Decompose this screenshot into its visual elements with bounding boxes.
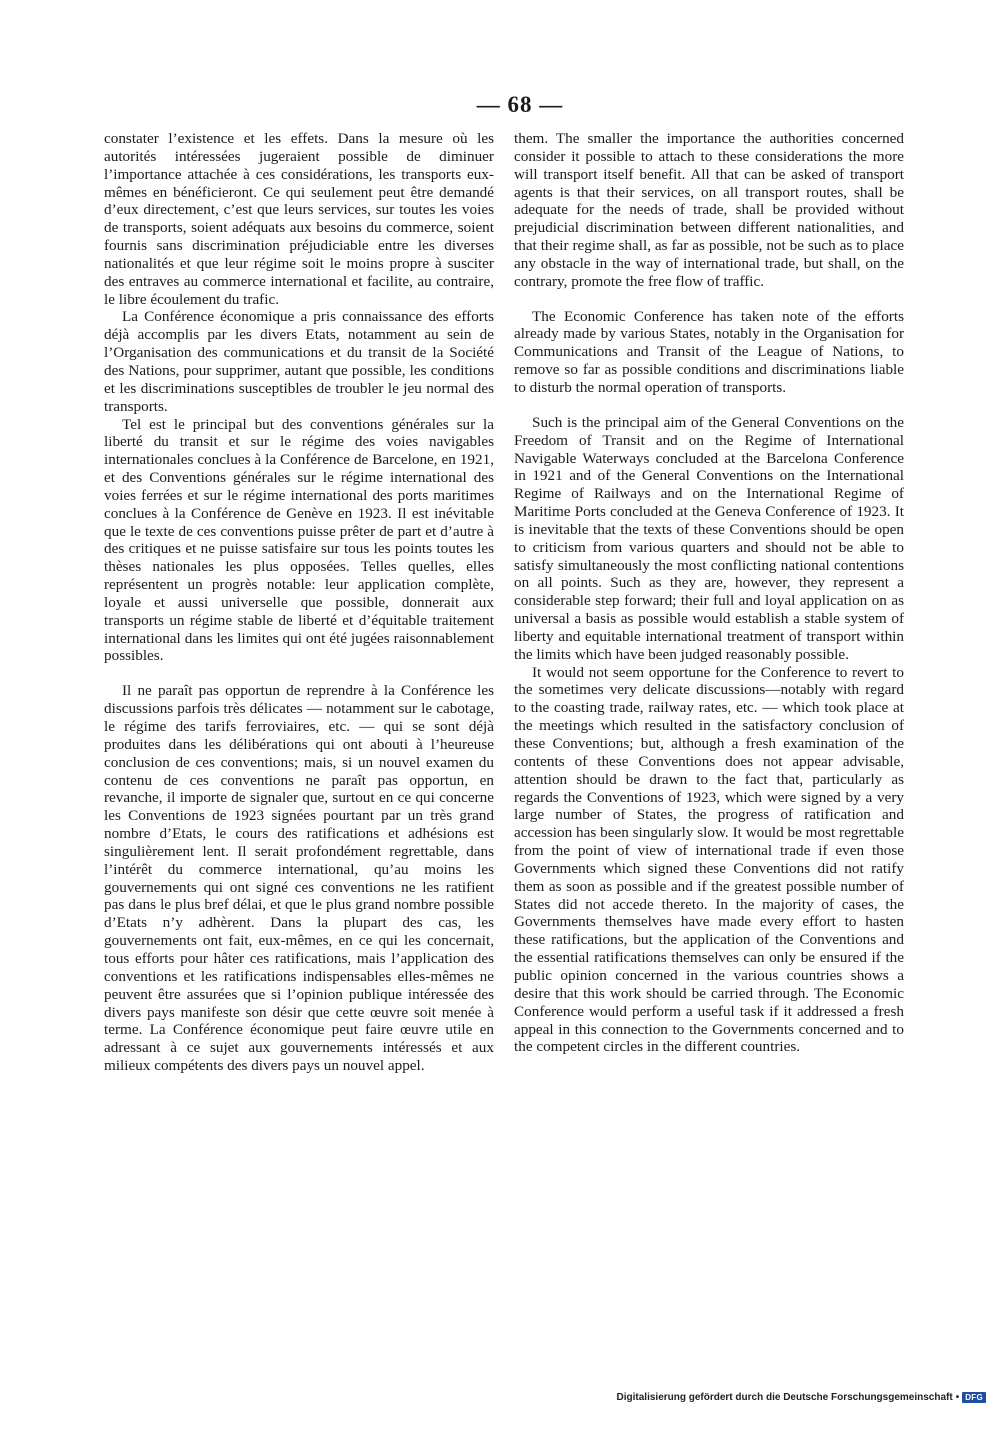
- digitization-credit: [617, 1392, 986, 1403]
- dfg-logo-icon: DFG: [962, 1392, 986, 1403]
- french-paragraph-3: Tel est le principal but des conventions générales sur la liberté du transit et sur le régime des voies navigables internationales conclues à la Conférence de Barcelone, en 1921, et des Conventions générales sur le régime international des voies ferrées et sur le régime international des ports maritimes conclues à la Conférence de Genève en 1923. Il est inévitable que le texte de ces conventions puisse prêter de part et d’autre à des critiques et ne puisse satisfaire sur tous les points toutes les thèses nationales les plus opposées. Telles quelles, elles représentent un progrès notable: leur application complète, loyale et aussi universelle que possible, donnerait aux transports un régime stable de liberté et d’équitable traitement international dans les limites qui ont été jugées raisonnablement possibles.: [104, 415, 494, 665]
- digitization-credit-text: Digitalisierung gefördert durch die Deutsche Forschungsgemeinschaft: [616, 1392, 953, 1403]
- english-paragraph-1: them. The smaller the importance the authorities concerned consider it possible to attach to these considerations the more will transport itself benefit. All that can be asked of transport agents is that their services, on all transport routes, shall be adequate for the needs of trade, shall be provided without prejudicial discrimination between different nationalities, and that their regime shall, as far as possible, not be such as to place any obstacle in the way of international trade, but shall, on the contrary, promote the free flow of traffic.: [514, 130, 904, 290]
- french-paragraph-4: Il ne paraît pas opportun de reprendre à la Conférence les discussions parfois très délicates — notamment sur le cabotage, le régime des tarifs ferroviaires, etc. — qui se sont déjà produites dans les délibérations qui ont abouti à l’heureuse conclusion de ces conventions; mais, si un nouvel examen du contenu de ces conventions ne paraît pas opportun, en revanche, il importe de signaler que, surtout en ce qui concerne les Conventions de 1923 signées pourtant par un très grand nombre d’Etats, le cours des ratifications et adhésions est singulièrement lent. Il serait profondément regrettable, dans l’intérêt du commerce international, qu’au moins les gouvernements qui ont signé ces conventions ne les ratifient pas dans le plus bref délai, et que le plus grand nombre possible d’Etats n’y adhèrent. Dans la plupart des cas, les gouvernements ont fait, eux-mêmes, en ce qui les concernait, tous efforts pour hâter ces ratifications, mais l’application des conventions et les ratifications indispensables elles-mêmes ne peuvent être assurées que si l’opinion publique intéressée des divers pays manifeste son désir que cette œuvre soit menée à terme. La Conférence économique peut faire œuvre utile en adressant à ce sujet aux gouvernements intéressés et aux milieux compétents des divers pays un nouvel appel.: [104, 682, 494, 1075]
- english-paragraph-4: It would not seem opportune for the Conference to revert to the sometimes very delicate discussions—notably with regard to the coasting trade, railway rates, etc. — which took place at the meetings which resulted in the satisfactory conclusion of these Conventions; but, although a fresh examination of the contents of these Conventions does not appear advisable, attention should be drawn to the fact that, particularly as regards the Conventions of 1923, which were signed by a very large number of States, the progress of ratification and accession has been singularly slow. It would be most regrettable from the point of view of international trade if even those Governments which signed these Conventions did not ratify them as soon as possible and if the greatest possible number of States did not accede thereto. In the majority of cases, the Governments themselves have made every effort to hasten these ratifications, but the application of the Conventions and the essential ratifications themselves can only be ensured if the public opinion concerned in the various countries shows a desire that this work should be carried through. The Economic Conference would perform a useful task if it addressed a fresh appeal in this connection to the Governments concerned and to the competent circles in the different countries.: [514, 663, 904, 1056]
- credit-separator: •: [955, 1392, 960, 1403]
- english-paragraph-3: Such is the principal aim of the General Conventions on the Freedom of Transit and on the Regime of International Navigable Waterways concluded at the Barcelona Conference in 1921 and of the General Conventions on the International Regime of Railways and on the International Regime of Maritime Ports concluded at the Geneva Conference of 1923. It is inevitable that the texts of these Conventions should be open to criticism from various quarters and should not be able to satisfy simultaneously the most conflicting national contentions on all points. Such as they are, however, they represent a considerable step forward; their full and loyal application on as universal a basis as possible would establish a stable system of liberty and equitable international treatment of transport within the limits which have been judged reasonably possible.: [514, 413, 904, 663]
- english-paragraph-2: The Economic Conference has taken note of the efforts already made by various States, notably in the Organisation for Communications and Transit of the League of Nations, to remove so far as possible conditions and discriminations liable to disturb the normal operation of transports.: [514, 307, 904, 396]
- french-paragraph-2: La Conférence économique a pris connaissance des efforts déjà accomplis par les divers Etats, notamment au sein de l’Organisation des communications et du transit de la Société des Nations, pour supprimer, autant que possible, les conditions et les discriminations susceptibles de troubler le jeu normal des transports.: [104, 308, 494, 415]
- french-column: [104, 130, 494, 1075]
- english-column: [514, 130, 904, 1056]
- french-paragraph-1: constater l’existence et les effets. Dans la mesure où les autorités intéressées jugeraient possible de diminuer l’importance attachée à ces considérations, les transports eux-mêmes en bénéficieront. Ce qui seulement peut être demandé d’eux directement, c’est que leurs services, sur toutes les voies de transports, soient adéquats aux besoins du commerce, soient fournis sans discrimination préjudiciable entre les diverses nationalités et que leur régime soit le moins propre à susciter des entraves au commerce international et facilite, au contraire, le libre écoulement du trafic.: [104, 130, 494, 308]
- page-number: — 68 —: [476, 92, 564, 117]
